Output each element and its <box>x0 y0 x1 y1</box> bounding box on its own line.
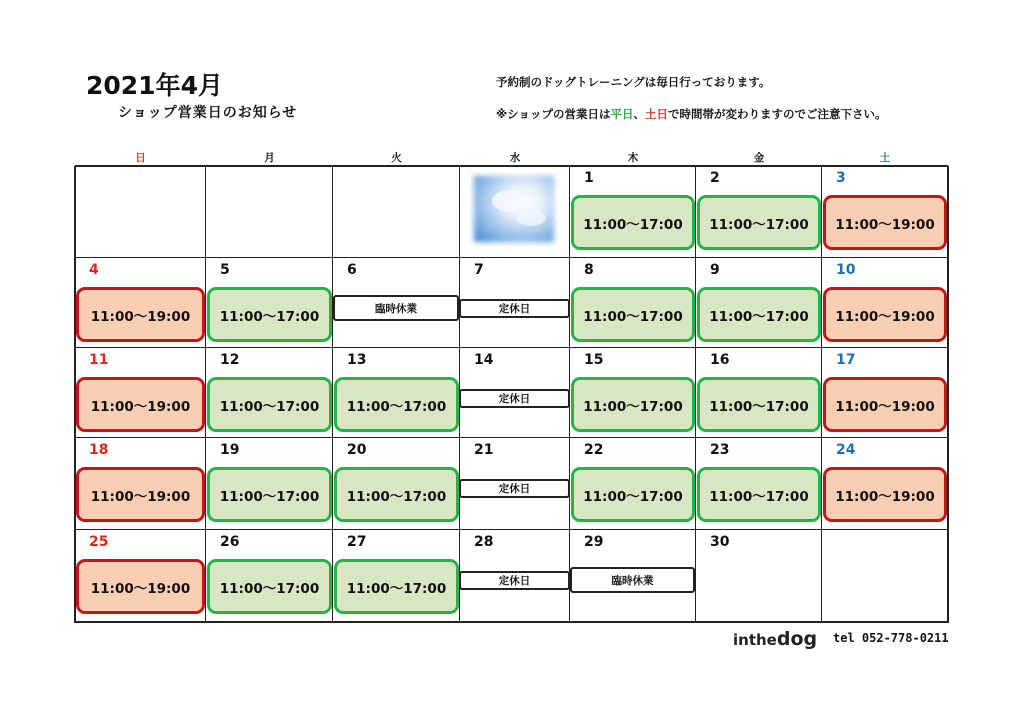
day-number: 12 <box>220 352 240 368</box>
day-number: 15 <box>584 352 604 368</box>
logo-word: dog <box>776 628 818 650</box>
weekday-header: 土 <box>879 152 891 164</box>
day-number: 2 <box>710 170 720 186</box>
hours-note-weekday: 平日 <box>610 107 634 121</box>
weekday-header: 火 <box>391 152 402 164</box>
day-number: 28 <box>474 534 494 550</box>
weekday-hours-pill: 11:00〜17:00 <box>334 377 459 432</box>
grid-hline <box>75 621 948 623</box>
weekday-hours-pill: 11:00〜17:00 <box>207 377 332 432</box>
weekend-hours-pill: 11:00〜19:00 <box>823 377 947 432</box>
day-number: 5 <box>220 262 230 278</box>
temporary-closed-label: 臨時休業 <box>570 567 695 593</box>
weekday-hours-pill: 11:00〜17:00 <box>571 287 695 342</box>
weekend-hours-pill: 11:00〜19:00 <box>823 195 947 250</box>
grid-hline <box>75 257 948 258</box>
weekday-header: 月 <box>264 152 275 164</box>
weekday-hours-pill: 11:00〜17:00 <box>697 195 821 250</box>
weekday-hours-pill: 11:00〜17:00 <box>207 559 332 614</box>
weekday-header: 水 <box>509 152 521 164</box>
hours-note-b: で時間帯が変わりますのでご注意下さい。 <box>667 107 887 121</box>
grid-hline <box>75 437 948 438</box>
day-number: 29 <box>584 534 604 550</box>
weekday-hours-pill: 11:00〜17:00 <box>697 287 821 342</box>
weekday-hours-pill: 11:00〜17:00 <box>571 377 695 432</box>
day-number: 17 <box>836 352 856 368</box>
day-number: 11 <box>89 352 109 368</box>
weekday-header: 日 <box>135 152 146 164</box>
day-number: 7 <box>474 262 484 278</box>
day-number: 3 <box>836 170 846 186</box>
weekend-hours-pill: 11:00〜19:00 <box>823 287 947 342</box>
phone-number: tel 052-778-0211 <box>833 631 949 645</box>
weekend-hours-pill: 11:00〜19:00 <box>823 467 947 522</box>
weekday-hours-pill: 11:00〜17:00 <box>334 559 459 614</box>
regular-holiday-label: 定休日 <box>459 389 570 408</box>
weekday-hours-pill: 11:00〜17:00 <box>207 467 332 522</box>
sky-cloud-photo <box>470 172 558 246</box>
weekday-hours-pill: 11:00〜17:00 <box>334 467 459 522</box>
regular-holiday-label: 定休日 <box>459 299 570 318</box>
weekday-header: 木 <box>627 152 639 164</box>
regular-holiday-label: 定休日 <box>459 571 570 590</box>
logo-prefix: inthe <box>733 631 777 649</box>
grid-vline <box>947 166 949 623</box>
grid-vline <box>332 166 333 623</box>
day-number: 20 <box>347 442 367 458</box>
grid-hline <box>75 165 948 167</box>
inthedog-logo <box>733 628 817 650</box>
weekday-hours-pill: 11:00〜17:00 <box>571 195 695 250</box>
weekend-hours-pill: 11:00〜19:00 <box>76 559 205 614</box>
day-number: 19 <box>220 442 240 458</box>
grid-hline <box>75 347 948 348</box>
month-title: 2021年4月 <box>86 71 223 100</box>
grid-vline <box>695 166 696 623</box>
weekend-hours-pill: 11:00〜19:00 <box>76 467 205 522</box>
day-number: 18 <box>89 442 109 458</box>
weekday-hours-pill: 11:00〜17:00 <box>697 377 821 432</box>
weekday-hours-pill: 11:00〜17:00 <box>571 467 695 522</box>
day-number: 10 <box>836 262 856 278</box>
day-number: 25 <box>89 534 109 550</box>
weekend-hours-pill: 11:00〜19:00 <box>76 287 205 342</box>
day-number: 22 <box>584 442 604 458</box>
day-number: 6 <box>347 262 357 278</box>
training-note: 予約制のドッグトレーニングは毎日行っております。 <box>496 75 771 89</box>
regular-holiday-label: 定休日 <box>459 479 570 498</box>
day-number: 9 <box>710 262 720 278</box>
day-number: 27 <box>347 534 367 550</box>
day-number: 4 <box>89 262 99 278</box>
grid-vline <box>821 166 822 623</box>
grid-hline <box>75 529 948 530</box>
day-number: 14 <box>474 352 494 368</box>
hours-note-sep: 、 <box>633 107 645 121</box>
day-number: 1 <box>584 170 594 186</box>
temporary-closed-label: 臨時休業 <box>333 295 459 321</box>
weekday-hours-pill: 11:00〜17:00 <box>697 467 821 522</box>
notice-subtitle: ショップ営業日のお知らせ <box>118 105 298 121</box>
day-number: 13 <box>347 352 367 368</box>
day-number: 30 <box>710 534 730 550</box>
day-number: 21 <box>474 442 494 458</box>
weekend-hours-pill: 11:00〜19:00 <box>76 377 205 432</box>
hours-note-weekend: 土日 <box>644 107 668 121</box>
day-number: 16 <box>710 352 730 368</box>
day-number: 26 <box>220 534 240 550</box>
day-number: 8 <box>584 262 594 278</box>
day-number: 23 <box>710 442 730 458</box>
hours-note <box>496 106 886 122</box>
hours-note-a: ※ショップの営業日は <box>496 107 611 121</box>
day-number: 24 <box>836 442 856 458</box>
grid-vline <box>205 166 206 623</box>
weekday-header: 金 <box>753 152 765 164</box>
weekday-hours-pill: 11:00〜17:00 <box>207 287 332 342</box>
